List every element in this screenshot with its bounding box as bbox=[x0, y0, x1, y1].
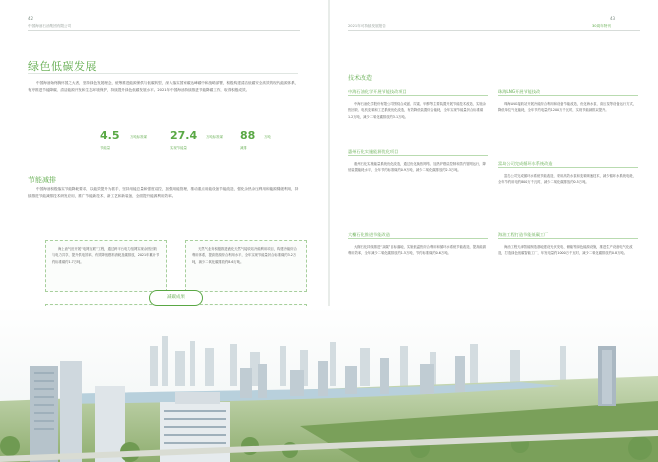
stat-value: 88 bbox=[240, 129, 256, 142]
page-header-text: 中国海油石油集团有限公司 bbox=[28, 24, 72, 28]
case-body: 海油工程天津智能制造基地建设光伏发电、储能等绿色能源设施，推进生产设备电气化改造，打造绿色低碳智能工厂，年发电量约1000万千瓦时，减少二氧化碳排放约0.8万吨。 bbox=[498, 245, 633, 256]
section-body: 中国海油积极落实节能降耗要求，以能效提升为抓手，坚持用能总量和强度双控，加强用能管理，推动重点用能设备节能改造，强化余热余压利用和能源梯级利用，持续推进节能减排技术研发应用，推广节能新技术、新工艺和新装备，全面提升能源利用效率。 bbox=[28, 187, 299, 198]
stat-value: 27.4 bbox=[170, 129, 198, 142]
case-item bbox=[348, 231, 488, 257]
case-item bbox=[498, 160, 638, 186]
special-edition-tag: 30周年特刊 bbox=[592, 24, 611, 28]
section-title: 技术改造 bbox=[348, 75, 373, 82]
case-title: 惠州石化实施能源优化项目 bbox=[348, 148, 488, 156]
stat-realized-saving bbox=[170, 130, 240, 156]
case-body: 中海石油化学股份有限公司围绕合成氨、尿素、甲醇等主要装置开展节能技术改造，实施余热回收、电机变频和工艺系统优化改造，有效降低装置综合能耗，全年实现节能量折合标准煤1.2万吨，减少二氧化碳排放约3.1万吨。 bbox=[348, 102, 486, 119]
case-body: 惠州石化实施能量系统优化改造，通过优化换热网络、加热炉燃烧控制和蒸汽管网运行，降低装置能耗水平，全年节约标准煤约0.9万吨，减少二氧化碳排放约2.3万吨。 bbox=[348, 162, 486, 173]
case-card: 海上油气田开展“电网互联”工程，通过跨平台电力组网实现余热回收与电力共享，提升供电效率，有效降低燃料消耗及碳排放，2021年累计节约标准煤约1.7万吨。 bbox=[45, 240, 167, 292]
case-body: 大榭石化持续推进“双碳”目标落地，实施低温热综合利用和循环水系统节能改造，提高能源利用效率，全年减少二氧化碳排放约1.5万吨，节约标准煤约0.6万吨。 bbox=[348, 245, 486, 256]
case-body: 富岛公司完成循环水系统节能改造，采用高效水泵和变频调速技术，减少循环水系统电耗，全年节约用电约800万千瓦时，减少二氧化碳排放约0.5万吨。 bbox=[498, 174, 636, 185]
section-title: 节能减排 bbox=[28, 176, 56, 184]
case-item bbox=[498, 88, 638, 114]
title-rule bbox=[28, 73, 298, 74]
hub-label: 减碳成果 bbox=[149, 290, 203, 306]
stat-unit: 万吨 bbox=[264, 135, 271, 139]
stat-value: 4.5 bbox=[100, 129, 120, 142]
stat-label: 实现节能量 bbox=[170, 146, 187, 150]
cityscape-photo bbox=[0, 306, 658, 462]
page-number: 42 bbox=[28, 16, 34, 21]
stat-emission-reduction bbox=[240, 130, 310, 156]
header-rule bbox=[28, 30, 300, 31]
stat-label: 节能量 bbox=[100, 146, 111, 150]
header-rule bbox=[348, 30, 640, 31]
case-title: 中海石油化学开展节能技改项目 bbox=[348, 88, 488, 96]
case-title: 富岛公司完成循环水系统改造 bbox=[498, 160, 638, 168]
intro-paragraph: 中国海油始终胸怀国之大者，坚持绿色发展理念，统筹推进能源保供与低碳转型，深入落实国家碳达峰碳中和战略部署，积极构建清洁低碳安全高效的现代能源体系，有序推进节能降碳、清洁能源开发和生态环境保护，持续提升绿色低碳发展水平。2021年中国海油持续推进节能降碳工作，取得积极成效。 bbox=[28, 81, 299, 92]
case-card: 天然气业务积极推进液化天然气接收站冷能利用项目，构建冷能综合利用体系，提高资源综合利用水平，全年实现节能量折合标准煤约3.2万吨，减少二氧化碳排放约8.6万吨。 bbox=[185, 240, 307, 292]
page-number: 43 bbox=[610, 16, 616, 21]
case-item bbox=[348, 88, 488, 120]
stat-unit: 万吨标准煤 bbox=[130, 135, 147, 139]
case-title: 珠海LNG开展节能技改 bbox=[498, 88, 638, 96]
cityscape-illustration bbox=[0, 306, 658, 462]
case-title: 海油工程打造节能低碳工厂 bbox=[498, 231, 638, 239]
stat-unit: 万吨标准煤 bbox=[206, 135, 223, 139]
case-body: 珠海LNG接收站开展冷能综合利用和设备节能改造，优化海水泵、高压泵等设备运行方式，降低单位气化能耗，全年节约电量约1200万千瓦时，实现节能减排双提升。 bbox=[498, 102, 637, 113]
page-title: 绿色低碳发展 bbox=[28, 60, 97, 73]
case-item bbox=[498, 231, 638, 257]
case-title: 大榭石化推进节能改造 bbox=[348, 231, 488, 239]
stat-label: 减排 bbox=[240, 146, 247, 150]
stats-row bbox=[100, 130, 310, 156]
page-header-text: 2021年可持续发展报告 bbox=[348, 24, 386, 28]
case-item bbox=[348, 148, 488, 174]
stat-energy-saved bbox=[100, 130, 170, 156]
